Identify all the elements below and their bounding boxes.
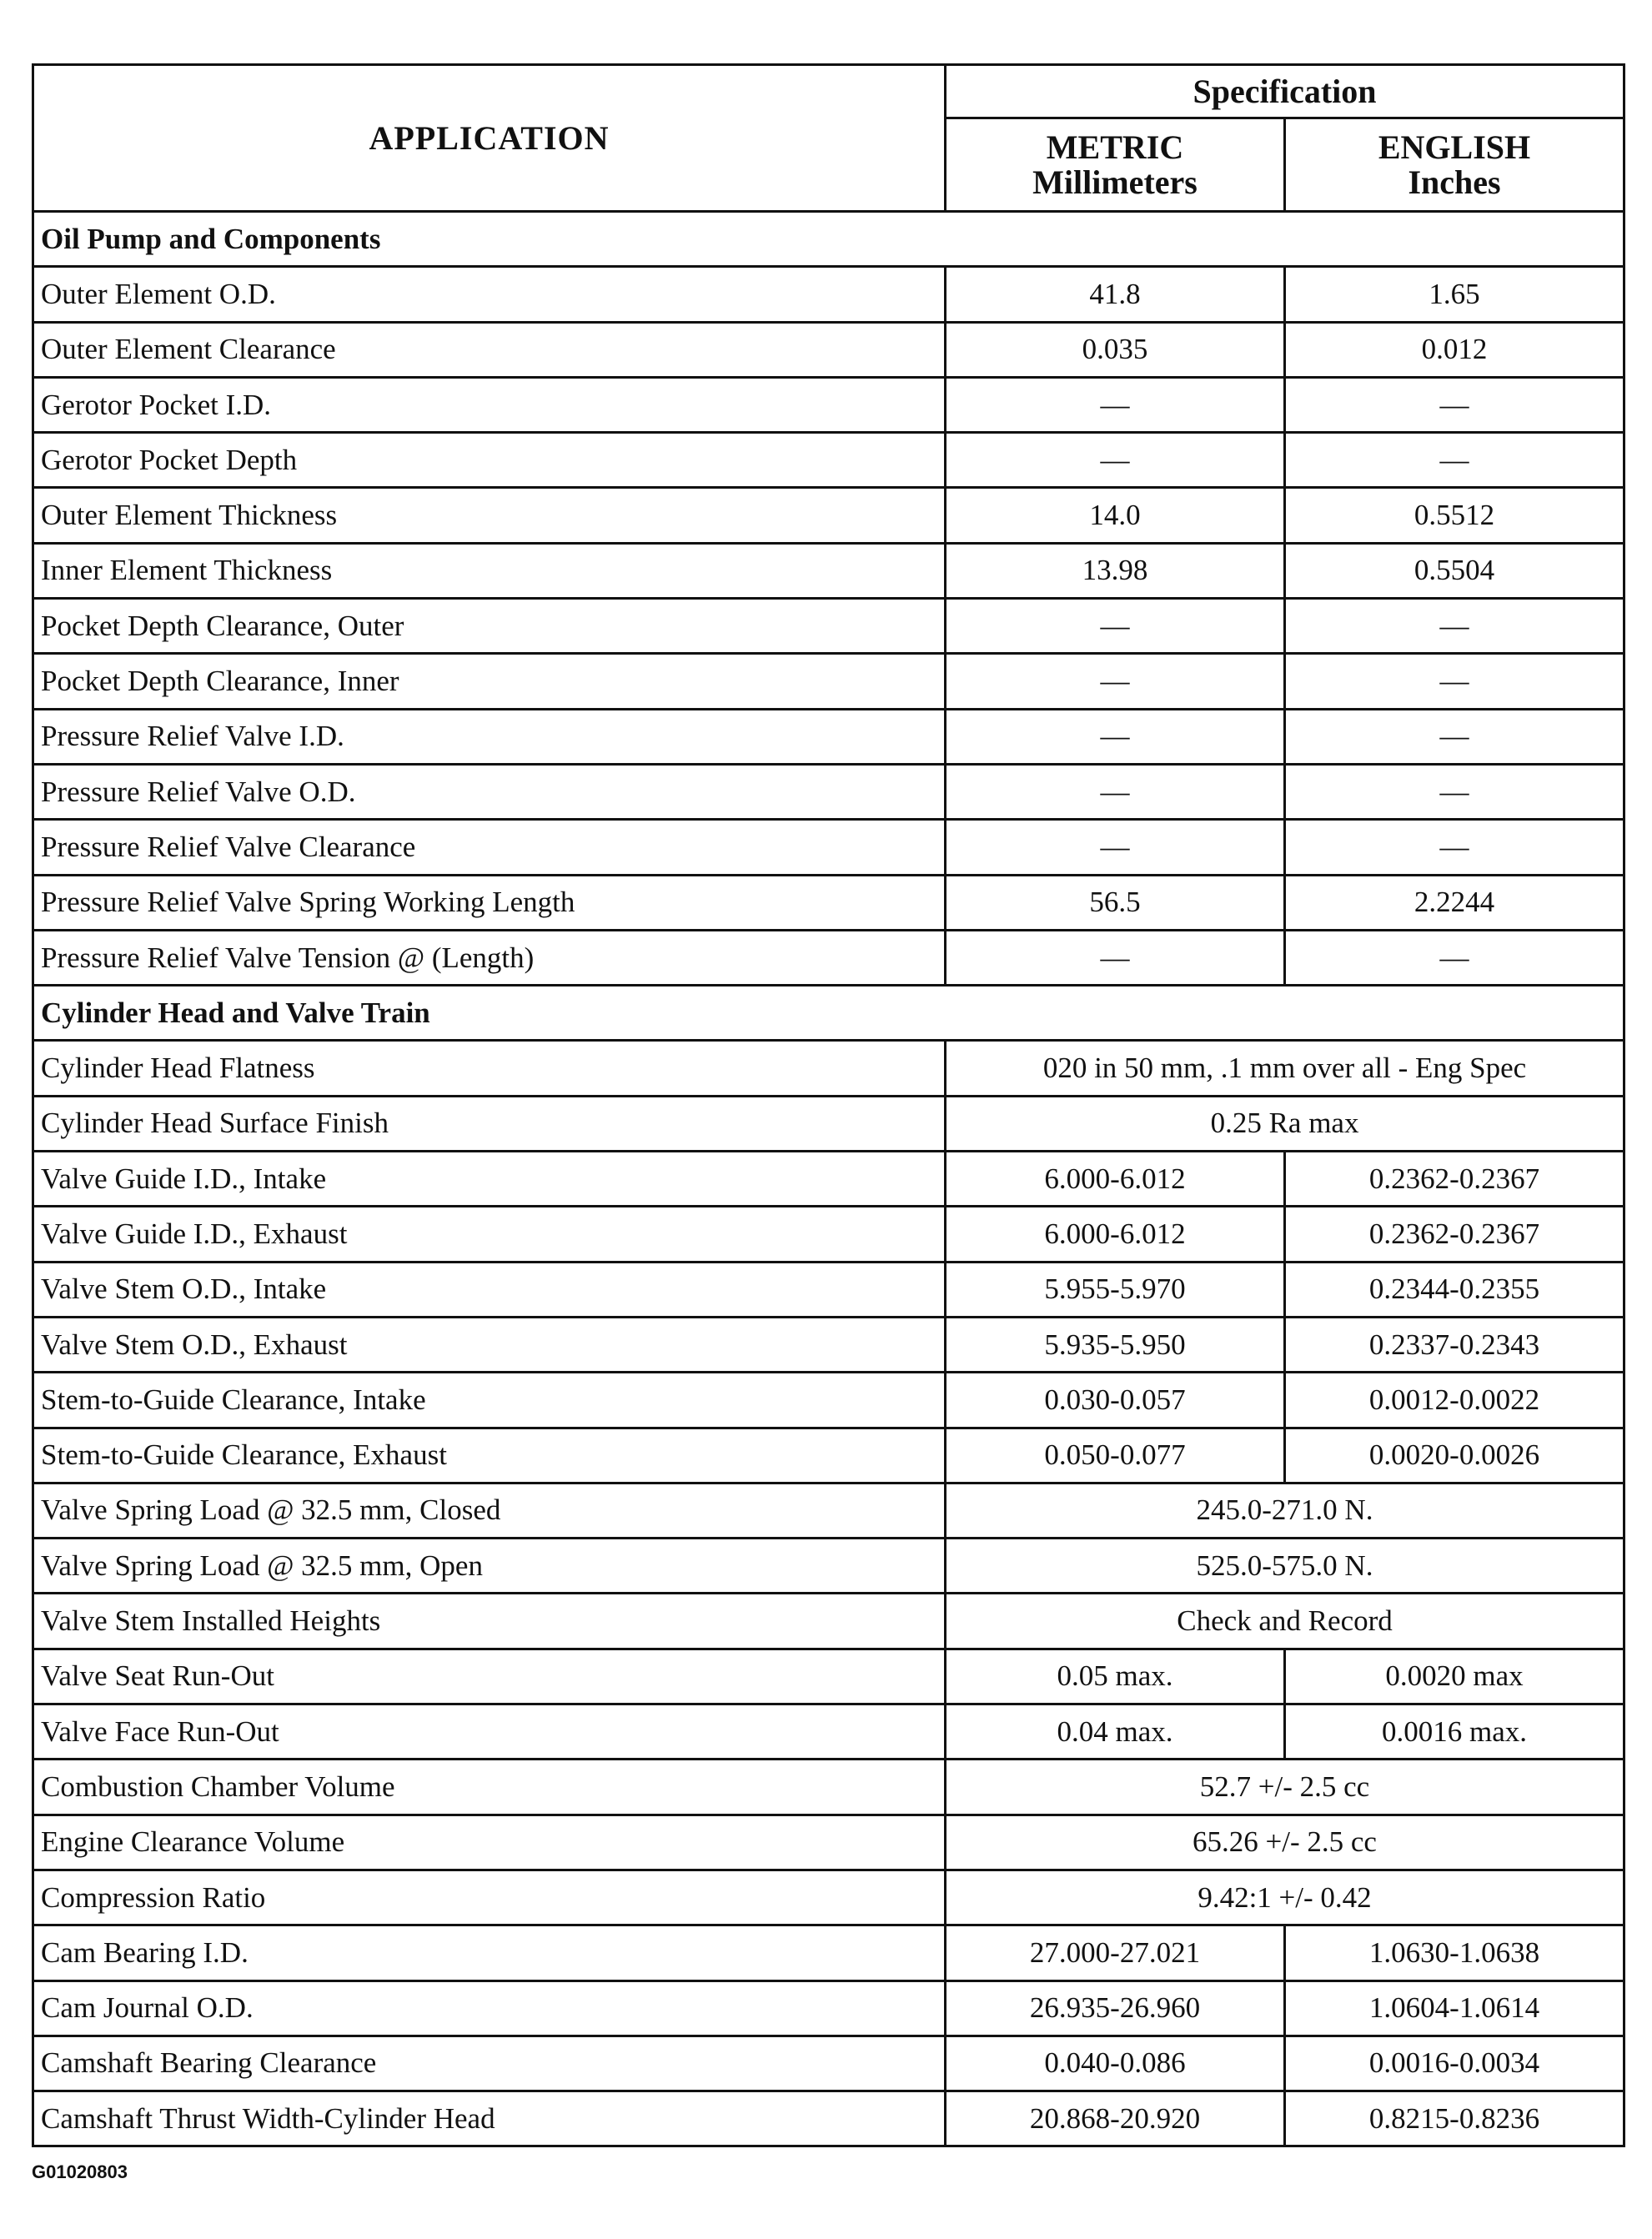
english-column-header	[1285, 118, 1624, 212]
figure-caption: G01020803	[32, 2161, 128, 2182]
english-value-cell: —	[1285, 764, 1624, 819]
metric-value-cell: 0.04 max.	[946, 1704, 1285, 1760]
english-value-cell: —	[1285, 654, 1624, 709]
application-cell: Valve Face Run-Out	[33, 1704, 946, 1760]
application-cell: Compression Ratio	[33, 1870, 946, 1925]
specification-header: Specification	[946, 65, 1624, 118]
specification-body	[33, 212, 1624, 2146]
english-value-cell: 0.5512	[1285, 488, 1624, 543]
english-value-cell: 2.2244	[1285, 875, 1624, 930]
application-cell: Cam Journal O.D.	[33, 1980, 946, 2036]
english-value-cell: 0.8215-0.8236	[1285, 2091, 1624, 2146]
table-row	[33, 1815, 1624, 1870]
metric-value-cell: —	[946, 599, 1285, 654]
application-cell: Pocket Depth Clearance, Outer	[33, 599, 946, 654]
english-header-line2: Inches	[1408, 163, 1501, 201]
combined-spec-cell: Check and Record	[946, 1594, 1624, 1649]
english-value-cell: 0.0012-0.0022	[1285, 1373, 1624, 1428]
application-cell: Cam Bearing I.D.	[33, 1925, 946, 1980]
application-cell: Outer Element Clearance	[33, 322, 946, 377]
table-row	[33, 764, 1624, 819]
metric-value-cell: 26.935-26.960	[946, 1980, 1285, 2036]
table-row	[33, 2036, 1624, 2091]
metric-value-cell: 41.8	[946, 267, 1285, 322]
english-value-cell: 0.2362-0.2367	[1285, 1152, 1624, 1207]
metric-value-cell: 6.000-6.012	[946, 1207, 1285, 1262]
application-cell: Combustion Chamber Volume	[33, 1760, 946, 1815]
table-row	[33, 820, 1624, 875]
metric-value-cell: 0.035	[946, 322, 1285, 377]
section-header-row	[33, 986, 1624, 1041]
table-row	[33, 1373, 1624, 1428]
table-row	[33, 1704, 1624, 1760]
application-cell: Pressure Relief Valve I.D.	[33, 709, 946, 764]
application-cell: Pocket Depth Clearance, Inner	[33, 654, 946, 709]
english-value-cell: 0.5504	[1285, 543, 1624, 598]
english-value-cell: —	[1285, 820, 1624, 875]
english-value-cell: 0.0020 max	[1285, 1649, 1624, 1704]
table-row	[33, 1207, 1624, 1262]
metric-value-cell: 20.868-20.920	[946, 2091, 1285, 2146]
section-header-row	[33, 212, 1624, 267]
english-value-cell: 0.0016-0.0034	[1285, 2036, 1624, 2091]
metric-value-cell: 0.05 max.	[946, 1649, 1285, 1704]
table-row	[33, 875, 1624, 930]
metric-header-line1: METRIC	[1046, 128, 1184, 166]
application-cell: Outer Element Thickness	[33, 488, 946, 543]
application-header: APPLICATION	[33, 65, 946, 212]
application-cell: Valve Spring Load @ 32.5 mm, Open	[33, 1539, 946, 1594]
table-row	[33, 1980, 1624, 2036]
english-value-cell: 0.2362-0.2367	[1285, 1207, 1624, 1262]
english-value-cell: 1.0604-1.0614	[1285, 1980, 1624, 2036]
metric-value-cell: 5.955-5.970	[946, 1262, 1285, 1317]
english-value-cell: 1.65	[1285, 267, 1624, 322]
application-cell: Stem-to-Guide Clearance, Exhaust	[33, 1428, 946, 1483]
table-row	[33, 267, 1624, 322]
english-value-cell: —	[1285, 930, 1624, 985]
application-cell: Valve Stem O.D., Intake	[33, 1262, 946, 1317]
table-row	[33, 1041, 1624, 1096]
table-row	[33, 1594, 1624, 1649]
english-value-cell: 0.0016 max.	[1285, 1704, 1624, 1760]
table-row	[33, 1539, 1624, 1594]
metric-value-cell: —	[946, 820, 1285, 875]
application-cell: Stem-to-Guide Clearance, Intake	[33, 1373, 946, 1428]
table-row	[33, 709, 1624, 764]
table-row	[33, 377, 1624, 432]
metric-value-cell: —	[946, 764, 1285, 819]
table-row	[33, 1428, 1624, 1483]
metric-header-line2: Millimeters	[1032, 163, 1198, 201]
metric-value-cell: 0.030-0.057	[946, 1373, 1285, 1428]
combined-spec-cell: 9.42:1 +/- 0.42	[946, 1870, 1624, 1925]
metric-value-cell: 56.5	[946, 875, 1285, 930]
application-cell: Outer Element O.D.	[33, 267, 946, 322]
section-title: Oil Pump and Components	[33, 212, 1624, 267]
application-cell: Camshaft Thrust Width-Cylinder Head	[33, 2091, 946, 2146]
metric-value-cell: —	[946, 377, 1285, 432]
section-title: Cylinder Head and Valve Train	[33, 986, 1624, 1041]
combined-spec-cell: 020 in 50 mm, .1 mm over all - Eng Spec	[946, 1041, 1624, 1096]
combined-spec-cell: 65.26 +/- 2.5 cc	[946, 1815, 1624, 1870]
english-value-cell: —	[1285, 377, 1624, 432]
table-row	[33, 488, 1624, 543]
metric-value-cell: 5.935-5.950	[946, 1317, 1285, 1372]
english-value-cell: —	[1285, 599, 1624, 654]
application-cell: Cylinder Head Surface Finish	[33, 1096, 946, 1151]
application-cell: Camshaft Bearing Clearance	[33, 2036, 946, 2091]
metric-value-cell: —	[946, 654, 1285, 709]
table-row	[33, 654, 1624, 709]
english-value-cell: 0.012	[1285, 322, 1624, 377]
english-value-cell: 0.0020-0.0026	[1285, 1428, 1624, 1483]
application-cell: Cylinder Head Flatness	[33, 1041, 946, 1096]
application-cell: Valve Stem O.D., Exhaust	[33, 1317, 946, 1372]
table-row	[33, 1096, 1624, 1151]
specification-table	[32, 63, 1625, 2147]
application-cell: Pressure Relief Valve O.D.	[33, 764, 946, 819]
combined-spec-cell: 52.7 +/- 2.5 cc	[946, 1760, 1624, 1815]
application-cell: Valve Guide I.D., Intake	[33, 1152, 946, 1207]
application-cell: Valve Guide I.D., Exhaust	[33, 1207, 946, 1262]
application-cell: Engine Clearance Volume	[33, 1815, 946, 1870]
table-row	[33, 2091, 1624, 2146]
english-value-cell: 1.0630-1.0638	[1285, 1925, 1624, 1980]
table-row	[33, 1483, 1624, 1538]
combined-spec-cell: 525.0-575.0 N.	[946, 1539, 1624, 1594]
english-value-cell: 0.2337-0.2343	[1285, 1317, 1624, 1372]
combined-spec-cell: 245.0-271.0 N.	[946, 1483, 1624, 1538]
application-cell: Inner Element Thickness	[33, 543, 946, 598]
table-row	[33, 543, 1624, 598]
table-row	[33, 930, 1624, 985]
english-value-cell: 0.2344-0.2355	[1285, 1262, 1624, 1317]
application-cell: Valve Seat Run-Out	[33, 1649, 946, 1704]
english-header-line1: ENGLISH	[1378, 128, 1531, 166]
metric-value-cell: —	[946, 433, 1285, 488]
table-row	[33, 1925, 1624, 1980]
metric-value-cell: 6.000-6.012	[946, 1152, 1285, 1207]
table-row	[33, 1152, 1624, 1207]
table-row	[33, 1317, 1624, 1372]
english-value-cell: —	[1285, 709, 1624, 764]
metric-value-cell: 0.040-0.086	[946, 2036, 1285, 2091]
metric-value-cell: 0.050-0.077	[946, 1428, 1285, 1483]
table-row	[33, 599, 1624, 654]
application-cell: Valve Stem Installed Heights	[33, 1594, 946, 1649]
application-cell: Pressure Relief Valve Spring Working Length	[33, 875, 946, 930]
table-row	[33, 1870, 1624, 1925]
application-cell: Valve Spring Load @ 32.5 mm, Closed	[33, 1483, 946, 1538]
metric-column-header	[946, 118, 1285, 212]
table-row	[33, 433, 1624, 488]
english-value-cell: —	[1285, 433, 1624, 488]
application-cell: Pressure Relief Valve Clearance	[33, 820, 946, 875]
table-row	[33, 1760, 1624, 1815]
application-cell: Gerotor Pocket Depth	[33, 433, 946, 488]
application-cell: Gerotor Pocket I.D.	[33, 377, 946, 432]
table-row	[33, 1649, 1624, 1704]
metric-value-cell: 27.000-27.021	[946, 1925, 1285, 1980]
metric-value-cell: 13.98	[946, 543, 1285, 598]
table-row	[33, 322, 1624, 377]
table-row	[33, 1262, 1624, 1317]
metric-value-cell: —	[946, 930, 1285, 985]
combined-spec-cell: 0.25 Ra max	[946, 1096, 1624, 1151]
application-cell: Pressure Relief Valve Tension @ (Length)	[33, 930, 946, 985]
metric-value-cell: —	[946, 709, 1285, 764]
metric-value-cell: 14.0	[946, 488, 1285, 543]
